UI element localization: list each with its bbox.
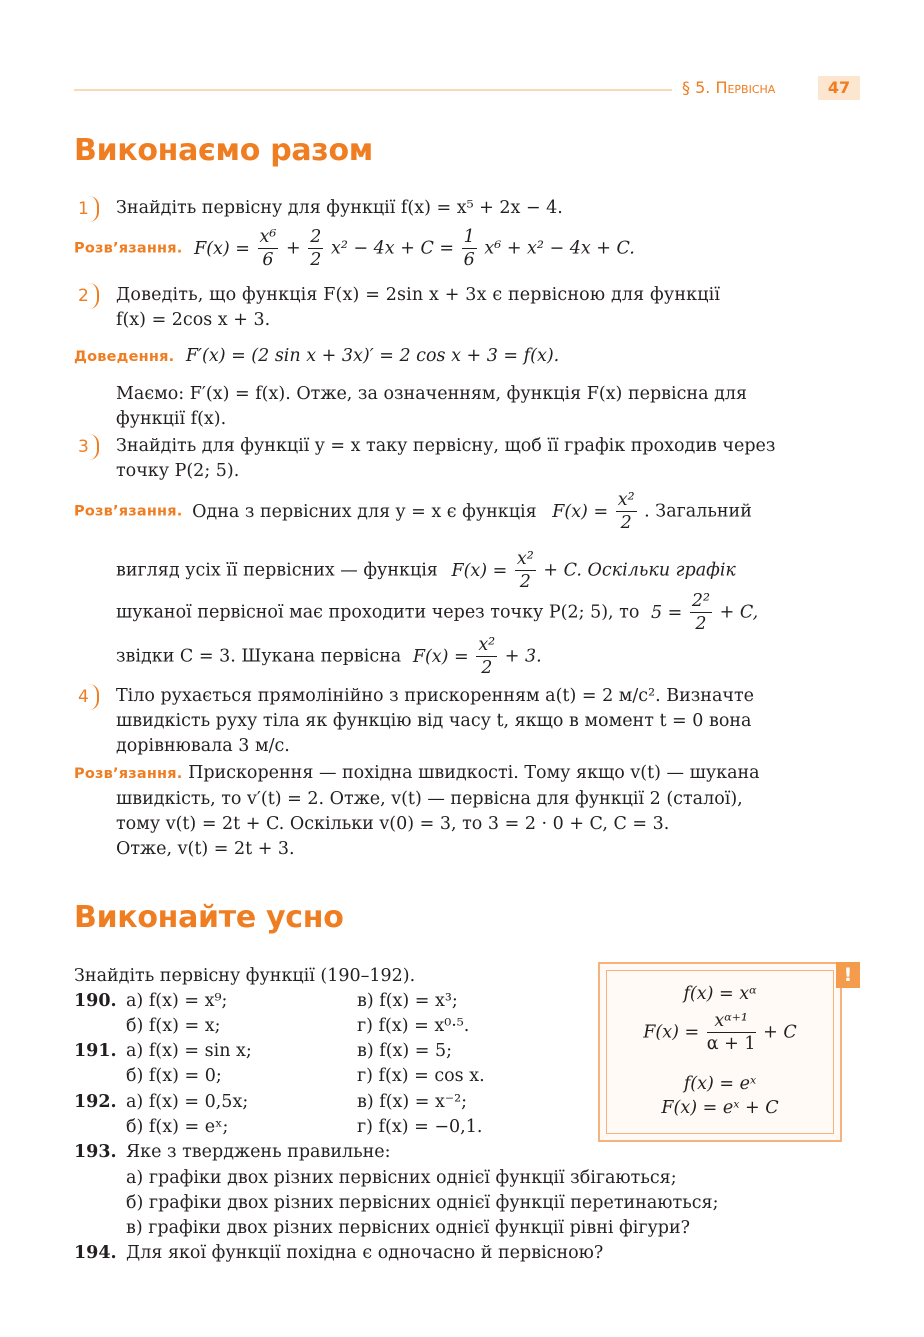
formula-part: F(x) =	[451, 560, 508, 581]
formula-part: F(x) =	[194, 238, 250, 259]
formula-part: + 3.	[504, 646, 542, 667]
exercise-number-3: 3	[78, 437, 98, 457]
exercise-1-task: Знайдіть первісну для функції f(x) = x⁵ + 2x − 4.	[116, 198, 563, 218]
exercise-191-v: в) f(x) = 5;	[357, 1041, 453, 1061]
exercise-191-number: 191.	[74, 1041, 117, 1061]
formula-exp-antiderivative: F(x) = eˣ + C	[661, 1098, 779, 1118]
fraction-denominator: 2	[310, 250, 322, 270]
solution-label: Розв’язання.	[74, 240, 183, 257]
fraction-numerator: 1	[463, 227, 475, 247]
fraction-denominator: 2	[695, 614, 707, 634]
exercise-2-text-line1: Маємо: F′(x) = f(x). Отже, за означенням, функція F(x) первісна для	[116, 384, 748, 404]
fraction	[462, 226, 477, 271]
fraction-denominator: 2	[519, 572, 531, 592]
formula-part: 5 =	[650, 602, 683, 623]
proof-label: Доведення.	[74, 349, 175, 365]
formula-part: x² − 4x + C =	[330, 238, 455, 259]
exercise-3-solution-line1	[74, 489, 752, 534]
exercise-190-number: 190.	[74, 991, 117, 1011]
fraction	[515, 548, 536, 593]
section-title-oral: Виконайте усно	[74, 900, 344, 935]
formula-power-antiderivative	[600, 1010, 840, 1055]
attention-icon: !	[836, 962, 860, 988]
fraction-numerator: xᵅ⁺¹	[707, 1010, 756, 1033]
exercise-191-b: б) f(x) = 0;	[126, 1066, 222, 1086]
text: вигляд усіх її первісних — функція	[116, 560, 438, 581]
formula-power: f(x) = xᵅ	[683, 984, 757, 1004]
formula-part: +	[286, 238, 301, 259]
exercise-191-a: а) f(x) = sin x;	[126, 1041, 252, 1061]
exercise-3-solution-line4	[116, 634, 542, 679]
exercise-4-solution-line3: тому v(t) = 2t + C. Оскільки v(0) = 3, то 3 = 2 · 0 + C, C = 3.	[116, 814, 670, 834]
exercise-193-a: а) графіки двох різних первісних однієї функції збігаються;	[126, 1168, 677, 1188]
exercise-2-proof	[74, 346, 559, 366]
exercise-2-task-line1: Доведіть, що функція F(x) = 2sin x + 3x є первісною для функції	[116, 285, 721, 305]
fraction-numerator: x²	[478, 635, 496, 655]
section-title-together: Виконаємо разом	[74, 133, 373, 168]
oral-intro: Знайдіть первісну функції (190–192).	[74, 966, 416, 986]
exercise-4-solution-line4: Отже, v(t) = 2t + 3.	[116, 839, 295, 859]
exercise-4-task-line2: швидкість руху тіла як функцію від часу t, якщо в момент t = 0 вона	[116, 711, 752, 731]
running-header: § 5. Первісна	[682, 78, 776, 97]
exercise-192-number: 192.	[74, 1092, 117, 1112]
exercise-192-b: б) f(x) = eˣ;	[126, 1117, 229, 1137]
exercise-3-solution-line2	[116, 548, 736, 593]
exercise-192-g: г) f(x) = −0,1.	[357, 1117, 483, 1137]
exercise-2-task-line2: f(x) = 2cos x + 3.	[116, 310, 271, 330]
fraction-numerator: x⁶	[259, 227, 277, 247]
fraction-numerator: 2	[310, 227, 322, 247]
fraction-denominator: 2	[481, 658, 493, 678]
exercise-number-1: 1	[78, 199, 98, 219]
fraction	[707, 1010, 756, 1055]
exercise-190-a: а) f(x) = x⁹;	[126, 991, 228, 1011]
exercise-193-number: 193.	[74, 1142, 117, 1162]
header-rule	[74, 89, 672, 91]
formula-part: F(x) =	[552, 501, 609, 522]
exercise-190-v: в) f(x) = x³;	[357, 991, 458, 1011]
exercise-190-g: г) f(x) = x⁰·⁵.	[357, 1016, 470, 1036]
exercise-192-a: а) f(x) = 0,5x;	[126, 1092, 249, 1112]
solution-label: Розв’язання.	[74, 503, 183, 520]
fraction-numerator: 2²	[691, 591, 711, 611]
exercise-192-v: в) f(x) = x⁻²;	[357, 1092, 468, 1112]
exercise-191-g: г) f(x) = cos x.	[357, 1066, 485, 1086]
fraction-denominator: 2	[620, 513, 632, 533]
text: . Загальний	[644, 501, 752, 522]
exercise-number-2: 2	[78, 286, 98, 306]
fraction-numerator: x²	[617, 490, 635, 510]
exercise-194-question: Для якої функції похідна є одночасно й первісною?	[126, 1243, 604, 1263]
proof-formula: F′(x) = (2 sin x + 3x)′ = 2 cos x + 3 = f(x).	[185, 346, 560, 366]
formula-part: + C. Оскільки графік	[543, 560, 736, 581]
solution-label: Розв’язання.	[74, 766, 183, 782]
fraction	[476, 634, 497, 679]
exercise-4-solution-line2: швидкість, то v′(t) = 2. Отже, v(t) — первісна для функції 2 (сталої),	[116, 789, 743, 809]
exercise-number-4: 4	[78, 687, 98, 707]
exercise-194-number: 194.	[74, 1243, 117, 1263]
fraction-denominator: 6	[463, 250, 475, 270]
fraction	[690, 590, 712, 635]
text: шуканої первісної має проходити через точку P(2; 5), то	[116, 602, 640, 623]
exercise-190-b: б) f(x) = x;	[126, 1016, 221, 1036]
fraction-denominator: α + 1	[706, 1034, 756, 1054]
fraction-denominator: 6	[262, 250, 274, 270]
fraction	[616, 489, 637, 534]
fraction-numerator: x²	[516, 549, 534, 569]
formula-part: x⁶ + x² − 4x + C.	[484, 238, 635, 259]
exercise-193-b: б) графіки двох різних первісних однієї функції перетинаються;	[126, 1193, 719, 1213]
formula-exp: f(x) = eˣ	[683, 1074, 757, 1094]
exercise-4-task-line3: дорівнювала 3 м/с.	[116, 736, 290, 756]
fraction	[258, 226, 279, 271]
fraction	[308, 226, 323, 271]
text: звідки C = 3. Шукана первісна	[116, 646, 402, 667]
formula-part: F(x) =	[643, 1022, 700, 1043]
exercise-193-question: Яке з тверджень правильне:	[126, 1142, 391, 1162]
exercise-4-task-line1: Тіло рухається прямолінійно з прискоренням a(t) = 2 м/с². Визначте	[116, 686, 754, 706]
exercise-1-solution	[74, 226, 635, 282]
exercise-4-solution-line1	[74, 763, 760, 783]
exercise-3-task-line2: точку P(2; 5).	[116, 461, 240, 481]
text: Прискорення — похідна швидкості. Тому якщо v(t) — шукана	[188, 763, 760, 783]
exercise-3-task-line1: Знайдіть для функції y = x таку первісну, щоб її графік проходив через	[116, 436, 776, 456]
formula-part: + C,	[719, 602, 759, 623]
formula-box	[598, 962, 842, 1142]
formula-part: + C	[763, 1022, 797, 1043]
page-number: 47	[818, 76, 860, 100]
exercise-193-v: в) графіки двох різних первісних однієї функції рівні фігури?	[126, 1218, 691, 1238]
exercise-2-text-line2: функції f(x).	[116, 409, 227, 429]
formula-part: F(x) =	[412, 646, 469, 667]
exercise-3-solution-line3	[116, 590, 758, 635]
text: Одна з первісних для y = x є функція	[192, 501, 537, 522]
